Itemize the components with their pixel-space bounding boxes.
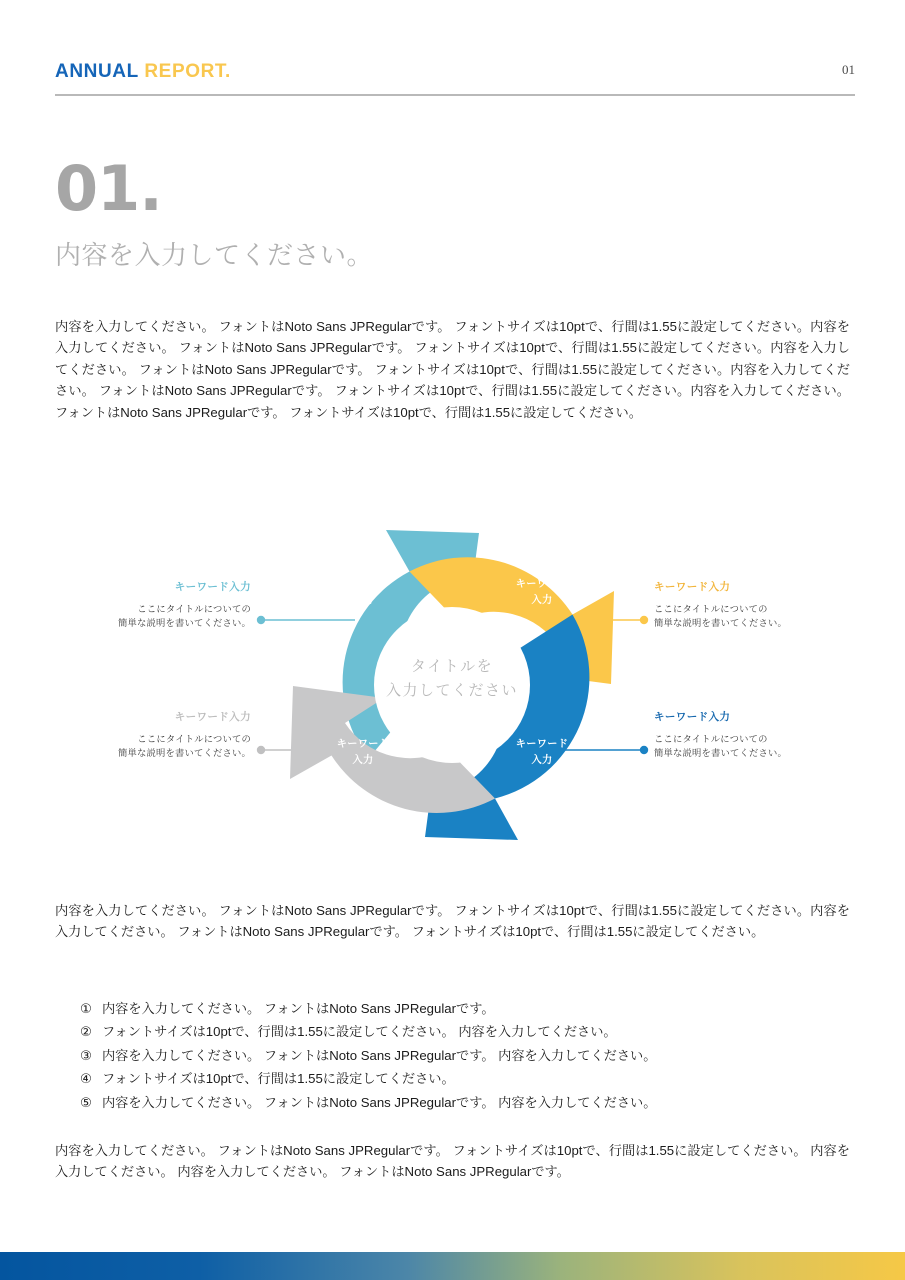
middle-paragraph: 内容を入力してください。 フォントはNoto Sans JPRegularです。 フォントサイズは10ptで、行間は1.55に設定してください。内容を入力してください。 フォントはNoto Sans JPRegularです。 フォントサイズは10ptで、行間は1.55に設定してください。 xyxy=(55,903,850,940)
callout-bottom-right xyxy=(654,710,787,758)
svg-text:入力: 入力 xyxy=(531,595,553,606)
callout-bottom-left xyxy=(118,710,251,758)
list-item xyxy=(80,1092,840,1113)
callout-title-top-left: キーワード入力 xyxy=(174,581,251,593)
cycle-center-line1: タイトルを xyxy=(410,658,494,675)
page-header xyxy=(55,58,855,96)
footer-gradient-bar xyxy=(0,1252,905,1280)
cycle-center-line2: 入力してください xyxy=(385,682,519,699)
callout-title-bottom-left: キーワード入力 xyxy=(174,711,251,723)
brand-word-report: REPORT. xyxy=(144,61,231,82)
list-marker: ② xyxy=(80,1024,92,1040)
list-text: フォントサイズは10ptで、行間は1.55に設定してください。 内容を入力してください。 xyxy=(102,1024,617,1040)
svg-text:キーワード: キーワード xyxy=(336,739,390,750)
intro-paragraph: 内容を入力してください。 フォントはNoto Sans JPRegularです。 フォントサイズは10ptで、行間は1.55に設定してください。内容を入力してください。 フォントはNoto Sans JPRegularです。 フォントサイズは10ptで、行間は1.55に設定してください。内容を入力してください。 フォントはNoto Sans JPRegularです。 フォントサイズは10ptで、行間は1.55に設定してください。内容を入力してください。 フォントはNoto Sans JPRegularです。 フォントサイズは10ptで、行間は1.55に設定してください。内容を入力してください。 フォントはNoto Sans JPRegularです。 フォントサイズは10ptで、行間は1.55に設定してください。 xyxy=(55,319,850,420)
svg-text:キーワード: キーワード xyxy=(515,739,569,750)
list-item xyxy=(80,1045,840,1066)
page-number: 01 xyxy=(842,62,855,77)
callout-desc2-bottom-right: 簡単な説明を書いてください。 xyxy=(654,748,787,758)
callout-desc1-bottom-right: ここにタイトルについての xyxy=(654,734,768,744)
list-marker: ③ xyxy=(80,1047,92,1063)
svg-text:入力: 入力 xyxy=(352,595,374,606)
end-paragraph: 内容を入力してください。 フォントはNoto Sans JPRegularです。 フォントサイズは10ptで、行間は1.55に設定してください。 内容を入力してください。 内容を入力してください。 フォントはNoto Sans JPRegularです。 xyxy=(55,1143,850,1180)
brand-word-annual: ANNUAL xyxy=(55,61,139,82)
callout-desc2-bottom-left: 簡単な説明を書いてください。 xyxy=(118,748,251,758)
list-text: フォントサイズは10ptで、行間は1.55に設定してください。 xyxy=(102,1071,455,1087)
brand-title xyxy=(55,62,231,81)
section-number: 01. xyxy=(55,152,162,225)
svg-text:入力: 入力 xyxy=(531,755,553,766)
list-text: 内容を入力してください。 フォントはNoto Sans JPRegularです。 内容を入力してください。 xyxy=(102,1047,657,1063)
list-text: 内容を入力してください。 フォントはNoto Sans JPRegularです。 xyxy=(102,1001,495,1016)
list-marker: ④ xyxy=(80,1071,92,1087)
svg-text:キーワード: キーワード xyxy=(515,579,569,590)
callout-title-top-right: キーワード入力 xyxy=(654,581,731,593)
callout-desc2-top-left: 簡単な説明を書いてください。 xyxy=(118,618,251,628)
list-marker: ⑤ xyxy=(80,1094,92,1110)
list-item xyxy=(80,1068,840,1089)
cycle-diagram xyxy=(55,495,850,875)
list-item xyxy=(80,1021,840,1042)
callout-title-bottom-right: キーワード入力 xyxy=(654,711,731,723)
header-divider xyxy=(55,94,855,96)
callout-desc1-bottom-left: ここにタイトルについての xyxy=(137,734,251,744)
svg-text:キーワード: キーワード xyxy=(336,579,390,590)
section-title: 内容を入力してください。 xyxy=(55,240,374,270)
callout-desc1-top-left: ここにタイトルについての xyxy=(137,604,251,614)
numbered-list xyxy=(80,998,840,1115)
connector-top-left xyxy=(257,616,355,624)
callout-desc1-top-right: ここにタイトルについての xyxy=(654,604,768,614)
svg-text:入力: 入力 xyxy=(352,755,374,766)
list-marker: ① xyxy=(80,1001,92,1016)
callout-top-right xyxy=(654,580,787,628)
callout-desc2-top-right: 簡単な説明を書いてください。 xyxy=(654,618,787,628)
callout-top-left xyxy=(118,580,251,628)
list-item xyxy=(80,998,840,1019)
list-text: 内容を入力してください。 フォントはNoto Sans JPRegularです。 内容を入力してください。 xyxy=(102,1094,657,1110)
